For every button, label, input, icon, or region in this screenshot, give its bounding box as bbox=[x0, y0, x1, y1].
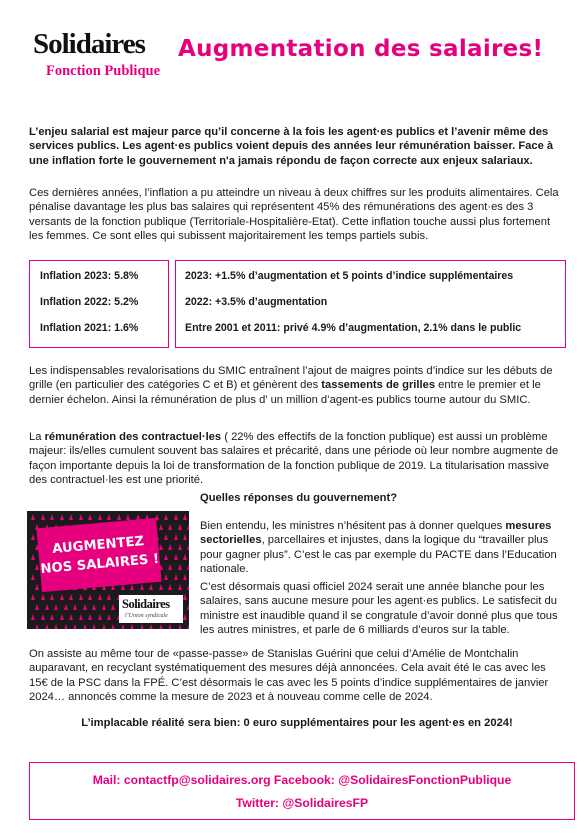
paragraph-smic bbox=[29, 364, 565, 407]
poster-arrow-icon bbox=[140, 584, 144, 590]
poster-arrow-icon bbox=[41, 594, 45, 600]
poster-arrow-icon bbox=[69, 514, 73, 520]
poster-arrow-icon bbox=[140, 624, 144, 629]
poster-arrow-icon bbox=[164, 534, 168, 540]
intro-paragraph: L’enjeu salarial est majeur parce qu’il concerne à la fois les agent·es publics et l’avenir même des services publics. Les agent·es publics voient depuis des années leur rémunération baisser. Face à une inflation forte le gouvernement n'a jamais répondu de façon correcte aux enjeux salariaux. bbox=[29, 126, 554, 167]
smic-text-bold: tassements de grilles bbox=[321, 379, 436, 392]
paragraph-annee-blanche: C’est désormais quasi officiel 2024 serait une année blanche pour les salaires, sans aucune mesure pour les agent·es publics. Le satisfecit du ministre est inaudible quand il se congratule d’avoir donné plus que tous les autres ministres, et parle de 6 milliards d’euros sur la table. bbox=[200, 581, 558, 637]
poster-arrow-icon bbox=[130, 624, 134, 629]
poster-arrow-icon bbox=[178, 564, 182, 570]
poster-arrow-icon bbox=[183, 594, 187, 600]
poster-arrow-icon bbox=[149, 624, 153, 629]
poster-arrow-icon bbox=[183, 574, 187, 580]
poster-arrow-icon bbox=[187, 544, 189, 550]
poster-arrow-icon bbox=[35, 624, 39, 629]
page-title: Augmentation des salaires! bbox=[178, 36, 544, 62]
increase-2022: 2022: +3.5% d’augmentation bbox=[185, 296, 328, 308]
poster-line-1: AUGMENTEZ bbox=[51, 534, 145, 558]
poster-arrow-icon bbox=[178, 524, 182, 530]
poster-arrow-icon bbox=[60, 614, 64, 620]
poster-arrow-icon bbox=[50, 594, 54, 600]
poster-arrow-icon bbox=[88, 514, 92, 520]
poster-arrow-icon bbox=[50, 614, 54, 620]
increases-box bbox=[175, 260, 566, 348]
poster-arrow-icon bbox=[183, 614, 187, 620]
poster-arrow-icon bbox=[31, 594, 35, 600]
poster-arrow-icon bbox=[92, 604, 96, 610]
poster-arrow-icon bbox=[31, 514, 35, 520]
poster-arrow-icon bbox=[83, 624, 87, 629]
poster-arrow-icon bbox=[187, 524, 189, 530]
inflation-2022: Inflation 2022: 5.2% bbox=[40, 296, 139, 308]
poster-sign bbox=[36, 518, 161, 592]
poster-arrow-icon bbox=[174, 514, 178, 520]
poster-arrow-icon bbox=[187, 604, 189, 610]
poster-arrow-icon bbox=[79, 614, 83, 620]
poster-arrow-icon bbox=[178, 624, 182, 629]
poster-arrow-icon bbox=[130, 584, 134, 590]
footer-twitter[interactable]: Twitter: @SolidairesFP bbox=[235, 796, 369, 810]
poster-arrow-icon bbox=[107, 614, 111, 620]
logo-subtitle: Fonction Publique bbox=[46, 63, 161, 79]
poster-arrow-icon bbox=[102, 624, 106, 629]
poster-arrow-icon bbox=[187, 624, 189, 629]
paragraph-inflation: Ces dernières années, l’inflation a pu atteindre un niveau à deux chiffres sur les produits alimentaires. Cela pénalise davantage les plus bas salaires qui représentent 45% des rémunérations des agent·es des 3 versants de la fonction publique (Territoriale-Hospitalière-Etat). Cette inflation touche aussi plus fortement les femmes. Ce sont elles qui subissent majoritairement les temps partiels subis. bbox=[29, 187, 559, 243]
poster-arrow-icon bbox=[168, 564, 172, 570]
poster-arrow-icon bbox=[159, 624, 163, 629]
contractuels-text-1: La bbox=[29, 431, 45, 443]
poster-arrow-icon bbox=[50, 514, 54, 520]
solidaires-logo: Solidaires bbox=[33, 28, 145, 60]
increase-2001-2011: Entre 2001 et 2011: privé 4.9% d’augmentation, 2.1% dans le public bbox=[185, 322, 522, 334]
increase-2023: 2023: +1.5% d’augmentation et 5 points d’indice supplémentaires bbox=[185, 270, 514, 282]
footer-mail-facebook[interactable]: Mail: contactfp@solidaires.org Facebook: @SolidairesFonctionPublique bbox=[92, 773, 512, 787]
poster-arrow-icon bbox=[117, 514, 121, 520]
conclusion: L’implacable réalité sera bien: 0 euro supplémentaires pour les agent·es en 2024! bbox=[81, 717, 513, 729]
paragraph-passe-passe: On assiste au même tour de «passe-passe» de Stanislas Guérini que celui d’Amélie de Montchalin auparavant, en recyclant systématiquement des mesures déjà annoncées. Cela avait été le cas avec les 15€ de la PSC dans la FPÉ. C’est désormais le cas avec les 5 points d’indice supplémentaires de janvier 2024… annoncés comme la mesure de 2023 et à nouveau comme celle de 2024. bbox=[29, 648, 549, 704]
smic-text-1: Les indispensables revalorisations du SMIC entraînent l’ajout de maigres points d’indice sur les débuts de grille (en particulier des catégories C et B) et génèrent des bbox=[29, 365, 553, 392]
poster-arrow-icon bbox=[98, 514, 102, 520]
poster-arrow-icon bbox=[174, 534, 178, 540]
poster-arrow-icon bbox=[121, 624, 125, 629]
paragraph-contractuels bbox=[29, 430, 565, 488]
contractuels-text-bold: rémunération des contractuel·les bbox=[44, 431, 222, 443]
poster-logo bbox=[119, 595, 183, 623]
poster-arrow-icon bbox=[174, 554, 178, 560]
poster-arrow-icon bbox=[178, 544, 182, 550]
poster-arrow-icon bbox=[164, 554, 168, 560]
poster-arrow-icon bbox=[83, 604, 87, 610]
poster-arrow-icon bbox=[31, 534, 35, 540]
poster-logo-subtitle: l’Union syndicale bbox=[125, 613, 168, 619]
poster-arrow-icon bbox=[187, 584, 189, 590]
poster-arrow-icon bbox=[88, 594, 92, 600]
poster-arrow-icon bbox=[73, 604, 77, 610]
poster-arrow-icon bbox=[149, 584, 153, 590]
poster-arrow-icon bbox=[60, 514, 64, 520]
contact-footer bbox=[29, 762, 575, 820]
poster-arrow-icon bbox=[31, 554, 35, 560]
poster-arrow-icon bbox=[45, 624, 49, 629]
poster-line-2: NOS SALAIRES ! bbox=[39, 551, 160, 578]
poster-arrow-icon bbox=[98, 614, 102, 620]
poster-arrow-icon bbox=[168, 624, 172, 629]
poster-arrow-icon bbox=[35, 584, 39, 590]
contractuels-text-2: ( 22% des effectifs de la fonction publique) est aussi un problème majeur: ils/elles cumulent souvent bas salaires et précarité, dans une période où leur nombre augmente de façon importante depuis la loi de transformation de la fonction publique de 2019. La titularisation massive des contractuel·les est une priorité. bbox=[29, 431, 559, 487]
poster-arrow-icon bbox=[187, 564, 189, 570]
poster-arrow-icon bbox=[178, 584, 182, 590]
inflation-box bbox=[29, 260, 169, 348]
poster-arrow-icon bbox=[64, 624, 68, 629]
poster-arrow-icon bbox=[54, 604, 58, 610]
mesures-text-1: Bien entendu, les ministres n’hésitent pas à donner quelques bbox=[200, 520, 506, 532]
poster-arrow-icon bbox=[69, 594, 73, 600]
poster-arrow-icon bbox=[183, 534, 187, 540]
poster-arrow-icon bbox=[107, 594, 111, 600]
poster-arrow-icon bbox=[41, 514, 45, 520]
poster-arrow-icon bbox=[159, 584, 163, 590]
poster-arrow-icon bbox=[168, 584, 172, 590]
poster-arrow-icon bbox=[31, 574, 35, 580]
poster-arrow-icon bbox=[60, 594, 64, 600]
poster-arrow-icon bbox=[183, 554, 187, 560]
smic-text-2: entre le premier et le dernier échelon. Ainsi la rémunération de plus d' un million d’agent-es publics tourne autour du SMIC. bbox=[29, 379, 541, 406]
poster-arrow-icon bbox=[174, 574, 178, 580]
poster-arrow-icon bbox=[159, 544, 163, 550]
poster-arrow-icon bbox=[168, 524, 172, 530]
poster-arrow-icon bbox=[159, 524, 163, 530]
poster-arrow-icon bbox=[126, 514, 130, 520]
poster-arrow-icon bbox=[92, 624, 96, 629]
inflation-2021: Inflation 2021: 1.6% bbox=[40, 322, 139, 334]
poster-arrow-icon bbox=[31, 614, 35, 620]
mesures-text-bold: mesures sectorielles bbox=[200, 520, 552, 547]
poster-arrow-icon bbox=[35, 564, 39, 570]
poster-arrow-icon bbox=[88, 614, 92, 620]
poster-arrow-icon bbox=[73, 624, 77, 629]
poster-arrow-icon bbox=[164, 574, 168, 580]
poster-arrow-icon bbox=[168, 544, 172, 550]
poster-arrow-icon bbox=[102, 604, 106, 610]
mesures-text-2: , parcellaires et injustes, dans la logique du “travailler plus pour gagner plus”. C’est le cas par exemple du PACTE dans l’Education nationale. bbox=[200, 534, 557, 576]
poster-arrow-icon bbox=[45, 604, 49, 610]
inflation-2023: Inflation 2023: 5.8% bbox=[40, 270, 139, 282]
poster-arrow-icon bbox=[111, 624, 115, 629]
poster-arrow-icon bbox=[79, 594, 83, 600]
poster-arrow-icon bbox=[69, 614, 73, 620]
poster-arrow-icon bbox=[79, 514, 83, 520]
poster-arrow-icon bbox=[41, 614, 45, 620]
poster-arrow-icon bbox=[35, 604, 39, 610]
poster-arrow-icon bbox=[54, 624, 58, 629]
poster-arrow-icon bbox=[64, 604, 68, 610]
poster-arrow-icon bbox=[183, 514, 187, 520]
section-question: Quelles réponses du gouvernement? bbox=[200, 492, 398, 504]
paragraph-mesures bbox=[200, 519, 566, 577]
poster-arrow-icon bbox=[98, 594, 102, 600]
poster-logo-text: Solidaires bbox=[122, 597, 170, 611]
poster-arrow-icon bbox=[164, 514, 168, 520]
poster-arrow-icon bbox=[107, 514, 111, 520]
poster-arrow-icon bbox=[111, 604, 115, 610]
poster-image bbox=[27, 511, 189, 629]
